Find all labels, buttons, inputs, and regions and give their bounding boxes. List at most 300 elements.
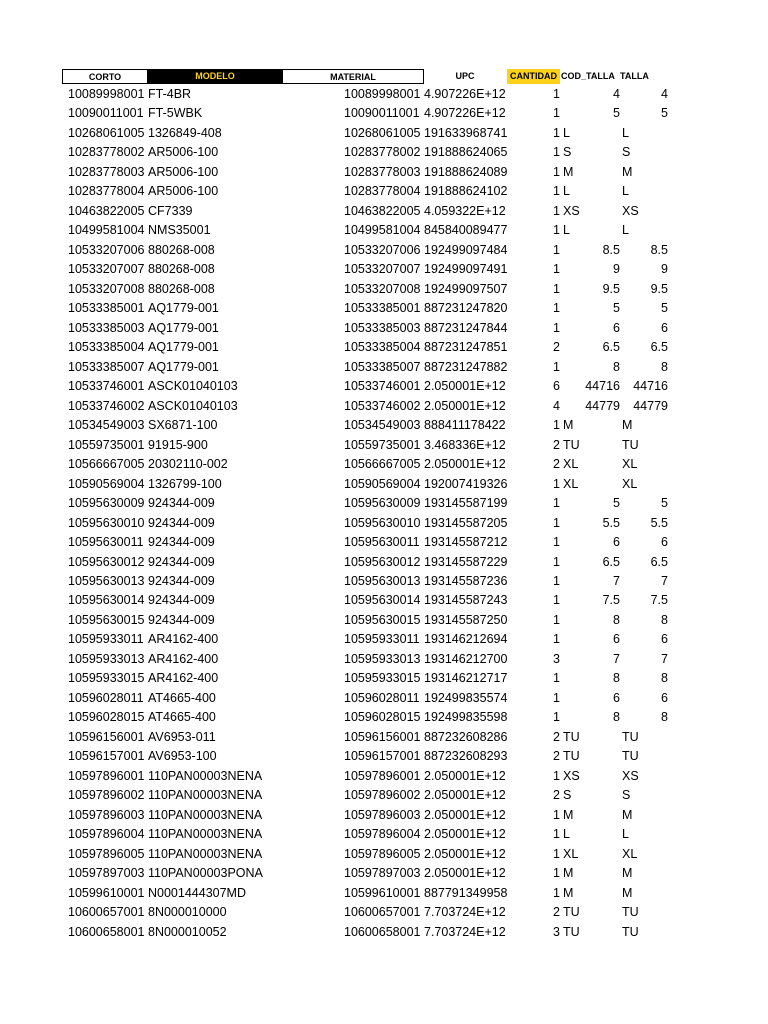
cell-modelo[interactable]: AR4162-400 [148, 651, 219, 666]
cell-corto[interactable]: 10590569004 [68, 476, 145, 491]
cell-upc[interactable]: 193145587229 [424, 554, 508, 569]
cell-material[interactable]: 10595630011 [344, 535, 420, 550]
cell-cod-talla[interactable]: 6 [613, 632, 620, 647]
header-corto[interactable]: CORTO [62, 69, 148, 84]
cell-talla[interactable]: 5 [661, 301, 668, 316]
cell-corto[interactable]: 10596028015 [68, 710, 145, 725]
cell-cod-talla[interactable]: L [563, 184, 570, 199]
cell-talla[interactable]: 9.5 [650, 281, 668, 296]
cell-material[interactable]: 10533385003 [344, 320, 421, 335]
cell-material[interactable]: 10597897003 [344, 866, 421, 881]
cell-corto[interactable]: 10283778003 [68, 164, 145, 179]
cell-corto[interactable]: 10533385004 [68, 340, 145, 355]
cell-modelo[interactable]: AR4162-400 [148, 671, 219, 686]
cell-upc[interactable]: 191888624065 [424, 145, 508, 160]
cell-upc[interactable]: 191888624089 [424, 164, 508, 179]
cell-talla[interactable]: L [622, 184, 629, 199]
cell-talla[interactable]: 6.5 [650, 340, 668, 355]
cell-talla[interactable]: 8.5 [650, 242, 668, 257]
cell-cod-talla[interactable]: M [563, 885, 574, 900]
cell-talla[interactable]: M [622, 418, 633, 433]
cell-material[interactable]: 10283778004 [344, 184, 421, 199]
cell-upc[interactable]: 192499835598 [424, 710, 508, 725]
cell-talla[interactable]: 6 [661, 535, 668, 550]
cell-cod-talla[interactable]: 6.5 [602, 340, 620, 355]
cell-cantidad[interactable]: 1 [553, 262, 560, 277]
cell-upc[interactable]: 845840089477 [424, 223, 508, 238]
cell-corto[interactable]: 10596157001 [68, 749, 145, 764]
cell-corto[interactable]: 10595933015 [68, 671, 145, 686]
cell-upc[interactable]: 888411178422 [424, 418, 506, 433]
cell-cantidad[interactable]: 1 [553, 866, 560, 881]
cell-cantidad[interactable]: 2 [553, 437, 560, 452]
cell-upc[interactable]: 4.059322E+12 [424, 203, 506, 218]
cell-material[interactable]: 10597896004 [344, 827, 421, 842]
cell-corto[interactable]: 10283778004 [68, 184, 145, 199]
cell-talla[interactable]: TU [622, 905, 639, 920]
cell-material[interactable]: 10533207007 [344, 262, 421, 277]
cell-material[interactable]: 10595630010 [344, 515, 421, 530]
cell-cantidad[interactable]: 1 [553, 574, 560, 588]
header-material[interactable]: MATERIAL [282, 69, 424, 84]
cell-corto[interactable]: 10600657001 [68, 905, 145, 920]
cell-cod-talla[interactable]: XL [563, 846, 579, 861]
cell-upc[interactable]: 2.050001E+12 [424, 457, 506, 472]
cell-material[interactable]: 10533746001 [344, 379, 421, 394]
cell-cod-talla[interactable]: TU [563, 905, 580, 920]
cell-cod-talla[interactable]: 6.5 [602, 554, 620, 569]
cell-modelo[interactable]: 924344-009 [148, 496, 215, 511]
cell-material[interactable]: 10533385004 [344, 340, 421, 355]
cell-talla[interactable]: S [622, 145, 631, 160]
cell-material[interactable]: 10600657001 [344, 905, 421, 920]
cell-modelo[interactable]: AT4665-400 [148, 710, 216, 725]
cell-material[interactable]: 10595933011 [344, 632, 420, 647]
cell-upc[interactable]: 193145587250 [424, 612, 508, 627]
cell-upc[interactable]: 193146212700 [424, 651, 508, 666]
cell-modelo[interactable]: 110PAN00003NENA [148, 827, 263, 842]
cell-upc[interactable]: 887231247851 [424, 340, 508, 355]
cell-corto[interactable]: 10533207008 [68, 281, 145, 296]
cell-talla[interactable]: 6 [661, 690, 668, 705]
cell-cod-talla[interactable]: 8 [613, 710, 620, 725]
cell-cantidad[interactable]: 1 [553, 554, 560, 569]
cell-material[interactable]: 10596028015 [344, 710, 421, 725]
cell-talla[interactable]: 8 [661, 671, 668, 686]
cell-cod-talla[interactable]: L [563, 125, 570, 140]
header-cantidad[interactable]: CANTIDAD [507, 69, 560, 84]
cell-modelo[interactable]: AR5006-100 [148, 184, 219, 199]
cell-upc[interactable]: 193145587205 [424, 515, 508, 530]
cell-corto[interactable]: 10595630014 [68, 593, 145, 608]
cell-talla[interactable]: M [622, 866, 633, 881]
cell-cantidad[interactable]: 1 [553, 807, 560, 822]
cell-upc[interactable]: 192499097484 [424, 242, 508, 257]
cell-corto[interactable]: 10566667005 [68, 457, 145, 472]
cell-modelo[interactable]: 924344-009 [148, 554, 215, 569]
cell-cantidad[interactable]: 3 [553, 651, 560, 666]
cell-cod-talla[interactable]: TU [563, 749, 580, 764]
cell-cod-talla[interactable]: 8 [613, 671, 620, 686]
cell-cod-talla[interactable]: 44779 [585, 398, 620, 413]
cell-cantidad[interactable]: 1 [553, 671, 560, 686]
cell-modelo[interactable]: AQ1779-001 [148, 359, 219, 374]
cell-material[interactable]: 10283778002 [344, 145, 421, 160]
cell-upc[interactable]: 887231247820 [424, 301, 508, 316]
cell-cod-talla[interactable]: S [563, 145, 572, 160]
cell-corto[interactable]: 10463822005 [68, 203, 145, 218]
cell-modelo[interactable]: 924344-009 [148, 593, 215, 608]
cell-talla[interactable]: 5 [661, 496, 668, 511]
cell-cod-talla[interactable]: M [563, 866, 574, 881]
cell-corto[interactable]: 10089998001 [68, 87, 145, 101]
cell-upc[interactable]: 191633968741 [424, 125, 508, 140]
cell-modelo[interactable]: AV6953-011 [148, 729, 216, 744]
cell-material[interactable]: 10090011001 [344, 106, 420, 121]
cell-talla[interactable]: L [622, 125, 629, 140]
cell-corto[interactable]: 10559735001 [68, 437, 145, 452]
cell-corto[interactable]: 10534549003 [68, 418, 145, 433]
cell-material[interactable]: 10597896003 [344, 807, 421, 822]
cell-cod-talla[interactable]: 6 [613, 535, 620, 550]
cell-modelo[interactable]: AR5006-100 [148, 145, 219, 160]
cell-cantidad[interactable]: 1 [553, 359, 560, 374]
cell-material[interactable]: 10595933015 [344, 671, 421, 686]
cell-modelo[interactable]: 8N000010052 [148, 924, 227, 939]
cell-modelo[interactable]: AQ1779-001 [148, 301, 219, 316]
cell-cantidad[interactable]: 3 [553, 924, 560, 939]
cell-cantidad[interactable]: 2 [553, 905, 560, 920]
cell-talla[interactable]: 6 [661, 320, 668, 335]
cell-cod-talla[interactable]: M [563, 807, 574, 822]
cell-material[interactable]: 10599610001 [344, 885, 421, 900]
cell-corto[interactable]: 10597896001 [68, 768, 145, 783]
cell-talla[interactable]: XL [622, 476, 638, 491]
cell-cod-talla[interactable]: 5 [613, 301, 620, 316]
cell-cod-talla[interactable]: S [563, 788, 572, 803]
cell-modelo[interactable]: 110PAN00003NENA [148, 768, 263, 783]
cell-corto[interactable]: 10595630010 [68, 515, 145, 530]
cell-upc[interactable]: 192007419326 [424, 476, 508, 491]
cell-cod-talla[interactable]: 7.5 [602, 593, 620, 608]
cell-talla[interactable]: XS [622, 203, 639, 218]
cell-upc[interactable]: 887232608293 [424, 749, 508, 764]
cell-corto[interactable]: 10597896004 [68, 827, 145, 842]
cell-material[interactable]: 10533746002 [344, 398, 421, 413]
cell-cantidad[interactable]: 1 [553, 184, 560, 199]
cell-cod-talla[interactable]: TU [563, 729, 580, 744]
cell-cantidad[interactable]: 2 [553, 457, 560, 472]
cell-material[interactable]: 10595630014 [344, 593, 421, 608]
cell-upc[interactable]: 3.468336E+12 [424, 437, 506, 452]
cell-corto[interactable]: 10533207006 [68, 242, 145, 257]
cell-material[interactable]: 10595933013 [344, 651, 421, 666]
cell-cantidad[interactable]: 6 [553, 379, 560, 394]
header-talla[interactable]: TALLA [620, 71, 649, 81]
cell-corto[interactable]: 10595630013 [68, 574, 145, 588]
cell-modelo[interactable]: AT4665-400 [148, 690, 216, 705]
cell-material[interactable]: 10595630009 [344, 496, 421, 511]
cell-cantidad[interactable]: 1 [553, 515, 560, 530]
cell-cantidad[interactable]: 1 [553, 535, 560, 550]
cell-cod-talla[interactable]: L [563, 827, 570, 842]
cell-cantidad[interactable]: 1 [553, 710, 560, 725]
cell-talla[interactable]: 4 [661, 87, 668, 101]
cell-modelo[interactable]: 880268-008 [148, 242, 215, 257]
cell-cod-talla[interactable]: 9.5 [602, 281, 620, 296]
cell-corto[interactable]: 10268061005 [68, 125, 145, 140]
cell-cod-talla[interactable]: XL [563, 457, 579, 472]
cell-cantidad[interactable]: 1 [553, 827, 560, 842]
cell-material[interactable]: 10534549003 [344, 418, 421, 433]
cell-cantidad[interactable]: 1 [553, 242, 560, 257]
cell-corto[interactable]: 10595630009 [68, 496, 145, 511]
cell-cantidad[interactable]: 1 [553, 496, 560, 511]
cell-talla[interactable]: 6 [661, 632, 668, 647]
cell-modelo[interactable]: N0001444307MD [148, 885, 246, 900]
cell-material[interactable]: 10596028011 [344, 690, 420, 705]
cell-talla[interactable]: 44716 [633, 379, 668, 394]
cell-cod-talla[interactable]: 5 [613, 496, 620, 511]
cell-corto[interactable]: 10596028011 [68, 690, 144, 705]
cell-cod-talla[interactable]: TU [563, 924, 580, 939]
cell-upc[interactable]: 193145587199 [424, 496, 508, 511]
cell-upc[interactable]: 193146212694 [424, 632, 508, 647]
cell-talla[interactable]: 7.5 [650, 593, 668, 608]
cell-cantidad[interactable]: 1 [553, 418, 560, 433]
cell-upc[interactable]: 2.050001E+12 [424, 866, 506, 881]
cell-corto[interactable]: 10533746001 [68, 379, 145, 394]
cell-upc[interactable]: 887232608286 [424, 729, 508, 744]
cell-corto[interactable]: 10599610001 [68, 885, 145, 900]
cell-upc[interactable]: 887231247882 [424, 359, 508, 374]
cell-cod-talla[interactable]: L [563, 223, 570, 238]
cell-material[interactable]: 10596156001 [344, 729, 421, 744]
cell-cod-talla[interactable]: 7 [613, 574, 620, 588]
cell-material[interactable]: 10597896001 [344, 768, 421, 783]
cell-cantidad[interactable]: 2 [553, 340, 560, 355]
cell-modelo[interactable]: 91915-900 [148, 437, 208, 452]
cell-corto[interactable]: 10533385003 [68, 320, 145, 335]
cell-talla[interactable]: 8 [661, 359, 668, 374]
cell-corto[interactable]: 10596156001 [68, 729, 145, 744]
cell-talla[interactable]: M [622, 885, 633, 900]
cell-talla[interactable]: M [622, 807, 633, 822]
cell-material[interactable]: 10533207008 [344, 281, 421, 296]
cell-upc[interactable]: 193145587236 [424, 574, 508, 588]
cell-upc[interactable]: 2.050001E+12 [424, 768, 506, 783]
cell-cod-talla[interactable]: XS [563, 768, 580, 783]
cell-cod-talla[interactable]: 8 [613, 612, 620, 627]
cell-cod-talla[interactable]: XL [563, 476, 579, 491]
cell-upc[interactable]: 7.703724E+12 [424, 924, 506, 939]
header-modelo[interactable]: MODELO [147, 69, 283, 84]
cell-upc[interactable]: 193145587212 [424, 535, 508, 550]
cell-talla[interactable]: 9 [661, 262, 668, 277]
cell-cod-talla[interactable]: 5.5 [602, 515, 620, 530]
cell-talla[interactable]: TU [622, 437, 639, 452]
cell-upc[interactable]: 887231247844 [424, 320, 508, 335]
cell-talla[interactable]: XS [622, 768, 639, 783]
cell-cantidad[interactable]: 1 [553, 106, 560, 121]
cell-cod-talla[interactable]: 5 [613, 106, 620, 121]
cell-material[interactable]: 10533385001 [344, 301, 421, 316]
cell-talla[interactable]: 7 [661, 574, 668, 588]
cell-talla[interactable]: S [622, 788, 631, 803]
cell-material[interactable]: 10595630015 [344, 612, 421, 627]
cell-cod-talla[interactable]: 4 [613, 87, 620, 101]
cell-upc[interactable]: 193146212717 [424, 671, 508, 686]
cell-material[interactable]: 10596157001 [344, 749, 421, 764]
cell-modelo[interactable]: AV6953-100 [148, 749, 217, 764]
cell-cantidad[interactable]: 1 [553, 301, 560, 316]
cell-modelo[interactable]: 880268-008 [148, 262, 215, 277]
cell-material[interactable]: 10499581004 [344, 223, 421, 238]
cell-corto[interactable]: 10595933011 [68, 632, 144, 647]
cell-talla[interactable]: TU [622, 924, 639, 939]
cell-cantidad[interactable]: 1 [553, 690, 560, 705]
cell-corto[interactable]: 10499581004 [68, 223, 145, 238]
cell-corto[interactable]: 10533207007 [68, 262, 145, 277]
cell-talla[interactable]: M [622, 164, 633, 179]
cell-cod-talla[interactable]: XS [563, 203, 580, 218]
cell-modelo[interactable]: 924344-009 [148, 612, 215, 627]
cell-corto[interactable]: 10597896003 [68, 807, 145, 822]
cell-cantidad[interactable]: 1 [553, 203, 560, 218]
cell-modelo[interactable]: 924344-009 [148, 535, 215, 550]
cell-material[interactable]: 10600658001 [344, 924, 421, 939]
cell-upc[interactable]: 191888624102 [424, 184, 508, 199]
cell-modelo[interactable]: 1326849-408 [148, 125, 222, 140]
cell-cod-talla[interactable]: 8.5 [602, 242, 620, 257]
cell-cantidad[interactable]: 1 [553, 87, 560, 101]
cell-modelo[interactable]: 8N000010000 [148, 905, 227, 920]
cell-material[interactable]: 10533385007 [344, 359, 421, 374]
cell-modelo[interactable]: AQ1779-001 [148, 340, 219, 355]
cell-upc[interactable]: 193145587243 [424, 593, 508, 608]
cell-cod-talla[interactable]: M [563, 418, 574, 433]
cell-upc[interactable]: 7.703724E+12 [424, 905, 506, 920]
cell-upc[interactable]: 2.050001E+12 [424, 788, 506, 803]
cell-corto[interactable]: 10597897003 [68, 866, 145, 881]
cell-cantidad[interactable]: 2 [553, 749, 560, 764]
header-upc[interactable]: UPC [455, 71, 475, 81]
cell-material[interactable]: 10089998001 [344, 87, 421, 101]
cell-cantidad[interactable]: 1 [553, 223, 560, 238]
cell-modelo[interactable]: 924344-009 [148, 515, 215, 530]
cell-material[interactable]: 10463822005 [344, 203, 421, 218]
cell-modelo[interactable]: 880268-008 [148, 281, 215, 296]
cell-corto[interactable]: 10595630015 [68, 612, 145, 627]
cell-upc[interactable]: 192499097491 [424, 262, 508, 277]
cell-cantidad[interactable]: 1 [553, 320, 560, 335]
cell-corto[interactable]: 10600658001 [68, 924, 145, 939]
cell-corto[interactable]: 10533385001 [68, 301, 145, 316]
cell-talla[interactable]: 8 [661, 612, 668, 627]
cell-upc[interactable]: 2.050001E+12 [424, 379, 506, 394]
cell-corto[interactable]: 10533385007 [68, 359, 145, 374]
cell-upc[interactable]: 192499097507 [424, 281, 508, 296]
cell-material[interactable]: 10595630012 [344, 554, 421, 569]
cell-cod-talla[interactable]: 9 [613, 262, 620, 277]
cell-cod-talla[interactable]: TU [563, 437, 580, 452]
cell-material[interactable]: 10597896005 [344, 846, 421, 861]
cell-modelo[interactable]: FT-4BR [148, 87, 192, 101]
cell-modelo[interactable]: 1326799-100 [148, 476, 222, 491]
cell-cantidad[interactable]: 2 [553, 729, 560, 744]
cell-talla[interactable]: XL [622, 457, 638, 472]
cell-cantidad[interactable]: 2 [553, 788, 560, 803]
header-cod-talla[interactable]: COD_TALLA [561, 71, 615, 81]
cell-modelo[interactable]: ASCK01040103 [148, 379, 238, 394]
cell-modelo[interactable]: 20302110-002 [148, 457, 228, 472]
cell-cod-talla[interactable]: 44716 [585, 379, 620, 394]
cell-upc[interactable]: 2.050001E+12 [424, 398, 506, 413]
cell-corto[interactable]: 10090011001 [68, 106, 144, 121]
cell-corto[interactable]: 10595630011 [68, 535, 144, 550]
cell-talla[interactable]: 5.5 [650, 515, 668, 530]
cell-corto[interactable]: 10595933013 [68, 651, 145, 666]
cell-corto[interactable]: 10283778002 [68, 145, 145, 160]
cell-cantidad[interactable]: 1 [553, 632, 560, 647]
cell-upc[interactable]: 4.907226E+12 [424, 106, 506, 121]
cell-material[interactable]: 10590569004 [344, 476, 421, 491]
cell-corto[interactable]: 10597896005 [68, 846, 145, 861]
cell-cantidad[interactable]: 1 [553, 145, 560, 160]
cell-upc[interactable]: 2.050001E+12 [424, 807, 506, 822]
cell-material[interactable]: 10566667005 [344, 457, 421, 472]
cell-corto[interactable]: 10595630012 [68, 554, 145, 569]
cell-modelo[interactable]: SX6871-100 [148, 418, 218, 433]
cell-cantidad[interactable]: 1 [553, 593, 560, 608]
cell-talla[interactable]: L [622, 827, 629, 842]
cell-cantidad[interactable]: 1 [553, 768, 560, 783]
cell-upc[interactable]: 2.050001E+12 [424, 827, 506, 842]
cell-modelo[interactable]: 110PAN00003NENA [148, 846, 263, 861]
cell-cod-talla[interactable]: 6 [613, 690, 620, 705]
cell-material[interactable]: 10595630013 [344, 574, 421, 588]
cell-cantidad[interactable]: 1 [553, 612, 560, 627]
cell-corto[interactable]: 10533746002 [68, 398, 145, 413]
cell-material[interactable]: 10268061005 [344, 125, 421, 140]
cell-material[interactable]: 10559735001 [344, 437, 421, 452]
cell-modelo[interactable]: 924344-009 [148, 574, 215, 588]
cell-talla[interactable]: 6.5 [650, 554, 668, 569]
cell-modelo[interactable]: 110PAN00003NENA [148, 807, 263, 822]
cell-modelo[interactable]: AR4162-400 [148, 632, 219, 647]
cell-talla[interactable]: 8 [661, 710, 668, 725]
cell-talla[interactable]: L [622, 223, 629, 238]
cell-material[interactable]: 10597896002 [344, 788, 421, 803]
cell-cod-talla[interactable]: 6 [613, 320, 620, 335]
cell-cantidad[interactable]: 1 [553, 846, 560, 861]
cell-cod-talla[interactable]: M [563, 164, 574, 179]
cell-cantidad[interactable]: 4 [553, 398, 560, 413]
cell-cantidad[interactable]: 1 [553, 476, 560, 491]
cell-cantidad[interactable]: 1 [553, 281, 560, 296]
cell-talla[interactable]: XL [622, 846, 638, 861]
cell-talla[interactable]: 44779 [633, 398, 668, 413]
cell-cantidad[interactable]: 1 [553, 125, 560, 140]
cell-material[interactable]: 10533207006 [344, 242, 421, 257]
cell-upc[interactable]: 2.050001E+12 [424, 846, 506, 861]
cell-upc[interactable]: 192499835574 [424, 690, 508, 705]
cell-modelo[interactable]: 110PAN00003PONA [148, 866, 263, 881]
cell-talla[interactable]: 5 [661, 106, 668, 121]
cell-modelo[interactable]: NMS35001 [148, 223, 211, 238]
cell-modelo[interactable]: 110PAN00003NENA [148, 788, 263, 803]
cell-modelo[interactable]: AQ1779-001 [148, 320, 219, 335]
